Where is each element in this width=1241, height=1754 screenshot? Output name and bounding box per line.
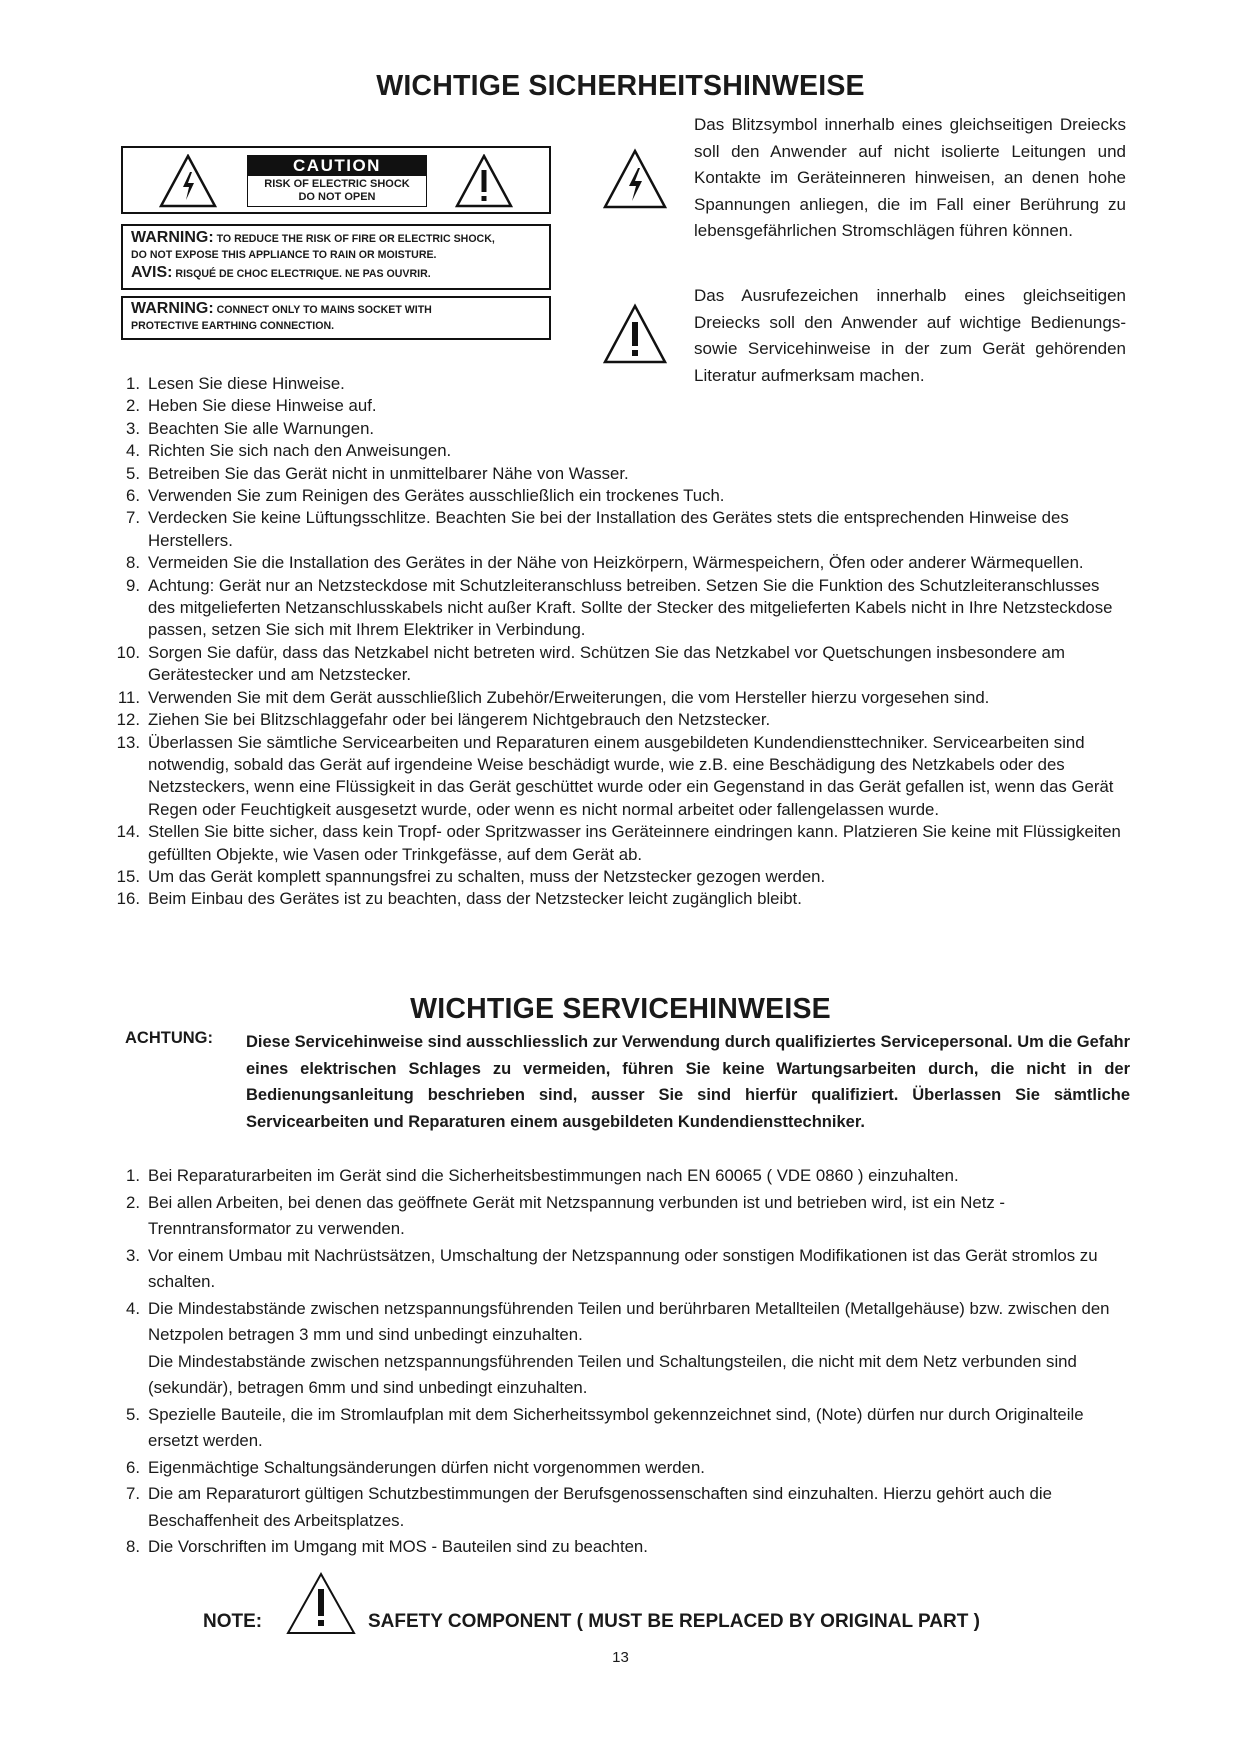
item-number: 16. <box>116 889 140 909</box>
item-number: 6. <box>126 486 140 506</box>
item-text: Beachten Sie alle Warnungen. <box>148 418 375 438</box>
list-item <box>111 1534 1131 1561</box>
warning-text: CONNECT ONLY TO MAINS SOCKET WITH <box>213 304 432 316</box>
item-text: Achtung: Gerät nur an Netzsteckdose mit Schutzleiteranschluss betreiben. Setzen Sie die Funktion des Schutzleiteranschlusses des mitgelieferten Netzanschlusskabels nicht außer Kraft. Sollte der Stecker des mitgelieferten Kabels nicht in Ihre Netzsteckdose passen, setzen Sie sich mit Ihrem Elektriker in Verbindung. <box>148 575 1113 640</box>
list-item <box>111 485 1131 507</box>
item-text: Sorgen Sie dafür, dass das Netzkabel nicht betreten wird. Schützen Sie das Netzkabel vor Quetschungen insbesondere am Gerätestecker und am Netzstecker. <box>148 642 1065 685</box>
service-instructions-list <box>111 1163 1131 1561</box>
caution-header <box>247 155 427 207</box>
list-item <box>111 1190 1131 1243</box>
list-item <box>111 440 1131 462</box>
item-number: 3. <box>126 1245 140 1265</box>
list-item <box>111 709 1131 731</box>
list-item <box>111 888 1131 910</box>
item-number: 5. <box>126 1404 140 1424</box>
list-item <box>111 575 1131 642</box>
list-item <box>111 642 1131 687</box>
item-number: 7. <box>126 508 140 528</box>
page-title-safety: WICHTIGE SICHERHEITSHINWEISE <box>376 70 865 102</box>
warning-text: DO NOT EXPOSE THIS APPLIANCE TO RAIN OR MOISTURE. <box>131 248 437 261</box>
item-text-continued: Die Mindestabstände zwischen netzspannungsführenden Teilen und Schaltungsteilen, die nicht mit dem Netz verbunden sind (sekundär), betragen 6mm und sind unbedingt einzuhalten. <box>148 1351 1077 1397</box>
item-text: Verwenden Sie zum Reinigen des Gerätes ausschließlich ein trockenes Tuch. <box>148 486 725 506</box>
item-text: Überlassen Sie sämtliche Servicearbeiten und Reparaturen einem ausgebildeten Kundendiensttechniker. Servicearbeiten sind notwendig, sobald das Gerät auf irgendeine Weise beschädigt wurde, wie z.B. eine Beschädigung des Netzkabels oder des Netzsteckers, wenn eine Flüssigkeit in das Gerät geschüttet wurde oder ein Gegenstand in das Gerät gefallen ist, wenn das Gerät Regen oder Feuchtigkeit ausgesetzt wurde, oder wenn es nicht normal arbeitet oder fallengelassen wurde. <box>148 732 1114 819</box>
caution-label <box>121 146 551 214</box>
item-text: Betreiben Sie das Gerät nicht in unmittelbarer Nähe von Wasser. <box>148 463 629 483</box>
item-text: Spezielle Bauteile, die im Stromlaufplan mit dem Sicherheitssymbol gekennzeichnet sind, (Note) dürfen nur durch Originalteile ersetzt werden. <box>148 1404 1084 1450</box>
list-item <box>111 821 1131 866</box>
list-item <box>111 395 1131 417</box>
list-item <box>111 1455 1131 1482</box>
exclamation-triangle-icon <box>455 154 513 208</box>
item-number: 6. <box>126 1457 140 1477</box>
item-text: Vermeiden Sie die Installation des Gerätes in der Nähe von Heizkörpern, Wärmespeichern, Öfen oder anderer Wärmequellen. <box>148 553 1084 573</box>
item-number: 5. <box>126 463 140 483</box>
item-text: Bei allen Arbeiten, bei denen das geöffnete Gerät mit Netzspannung verbunden ist und betrieben wird, ist ein Netz - Trenntransformator zu verwenden. <box>148 1192 1005 1238</box>
warning-text: PROTECTIVE EARTHING CONNECTION. <box>131 319 335 332</box>
safety-instructions-list <box>111 373 1131 911</box>
item-text: Verdecken Sie keine Lüftungsschlitze. Beachten Sie bei der Installation des Gerätes stets die entsprechenden Hinweise des Herstellers. <box>148 508 1069 550</box>
avis-text: RISQUÉ DE CHOC ELECTRIQUE. NE PAS OUVRIR. <box>172 268 431 280</box>
item-text: Die Vorschriften im Umgang mit MOS - Bauteilen sind zu beachten. <box>148 1537 648 1556</box>
warning-label-earthing <box>121 296 551 340</box>
list-item <box>111 1243 1131 1296</box>
item-text: Beim Einbau des Gerätes ist zu beachten, dass der Netzstecker leicht zugänglich bleibt. <box>148 889 802 909</box>
note-text: SAFETY COMPONENT ( MUST BE REPLACED BY ORIGINAL PART ) <box>368 1611 980 1632</box>
exclamation-triangle-icon <box>602 303 668 365</box>
item-text: Heben Sie diese Hinweise auf. <box>148 396 377 416</box>
warning-heading: WARNING: <box>131 300 214 317</box>
lightning-triangle-icon <box>159 154 217 208</box>
item-number: 12. <box>116 710 140 730</box>
item-number: 9. <box>126 575 140 595</box>
item-text: Eigenmächtige Schaltungsänderungen dürfen nicht vorgenommen werden. <box>148 1457 705 1477</box>
item-text: Verwenden Sie mit dem Gerät ausschließlich Zubehör/Erweiterungen, die vom Hersteller hierzu vorgesehen sind. <box>148 687 990 707</box>
item-text: Bei Reparaturarbeiten im Gerät sind die Sicherheitsbestimmungen nach EN 60065 ( VDE 0860 ) einzuhalten. <box>148 1166 959 1185</box>
list-item <box>111 1402 1131 1455</box>
page-number: 13 <box>612 1649 629 1666</box>
item-number: 1. <box>126 1166 140 1185</box>
item-text: Um das Gerät komplett spannungsfrei zu schalten, muss der Netzstecker gezogen werden. <box>148 866 826 886</box>
achtung-label: ACHTUNG: <box>125 1029 213 1047</box>
list-item <box>111 552 1131 574</box>
item-number: 10. <box>116 642 140 662</box>
list-item <box>111 1163 1131 1190</box>
item-number: 14. <box>116 822 140 842</box>
item-number: 3. <box>126 418 140 438</box>
list-item <box>111 866 1131 888</box>
list-item <box>111 1296 1131 1402</box>
item-text: Lesen Sie diese Hinweise. <box>148 374 345 393</box>
item-number: 11. <box>117 687 140 707</box>
warning-label-shock <box>121 224 551 290</box>
caution-title: CAUTION <box>247 155 427 176</box>
list-item <box>111 687 1131 709</box>
item-number: 4. <box>126 1298 140 1318</box>
list-item <box>111 1481 1131 1534</box>
lightning-symbol-description: Das Blitzsymbol innerhalb eines gleichseitigen Dreiecks soll den Anwender auf nicht isolierte Leitungen und Kontakte im Geräteinneren hinweisen, an denen hohe Spannungen anliegen, die im Fall einer Berührung zu lebensgefährlichen Stromschlägen führen können. <box>694 115 1126 240</box>
item-number: 8. <box>126 553 140 573</box>
caution-subtitle <box>247 176 427 207</box>
item-text: Die Mindestabstände zwischen netzspannungsführenden Teilen und berührbaren Metallteilen (Metallgehäuse) bzw. zwischen den Netzpolen betragen 3 mm und sind unbedingt einzuhalten. <box>148 1298 1110 1344</box>
item-number: 8. <box>126 1537 140 1556</box>
item-text: Vor einem Umbau mit Nachrüstsätzen, Umschaltung der Netzspannung oder sonstigen Modifikationen ist das Gerät stromlos zu schalten. <box>148 1245 1098 1291</box>
achtung-text: Diese Servicehinweise sind ausschliesslich zur Verwendung durch qualifiziertes Servicepersonal. Um die Gefahr eines elektrischen Schlages zu vermeiden, führen Sie keine Wartungsarbeiten durch, die nicht in der Bedienungsanleitung beschrieben sind, ausser Sie sind hierfür qualifiziert. Überlassen Sie sämtliche Servicearbeiten und Reparaturen einem ausgebildeten Kundendiensttechniker. <box>246 1033 1130 1131</box>
page-title-service: WICHTIGE SERVICEHINWEISE <box>410 993 831 1025</box>
caution-line-2: DO NOT OPEN <box>298 190 376 203</box>
item-number: 13. <box>116 732 140 752</box>
item-text: Die am Reparaturort gültigen Schutzbestimmungen der Berufsgenossenschaften sind einzuhalten. Hierzu gehört auch die Beschaffenheit des Arbeitsplatzes. <box>148 1484 1052 1530</box>
item-number: 2. <box>126 396 140 416</box>
caution-line-1: RISK OF ELECTRIC SHOCK <box>264 178 410 190</box>
warning-text: TO REDUCE THE RISK OF FIRE OR ELECTRIC SHOCK, <box>213 233 495 245</box>
item-number: 7. <box>126 1484 140 1503</box>
list-item <box>111 732 1131 822</box>
list-item <box>111 418 1131 440</box>
list-item <box>111 507 1131 552</box>
exclamation-symbol-description: Das Ausrufezeichen innerhalb eines gleichseitigen Dreiecks soll den Anwender auf wichtige Bedienungs- sowie Servicehinweise in der zum Gerät gehörenden Literatur aufmerksam machen. <box>694 286 1126 385</box>
list-item <box>111 463 1131 485</box>
lightning-triangle-icon <box>602 148 668 210</box>
note-label: NOTE: <box>203 1611 263 1632</box>
list-item <box>111 373 1131 395</box>
item-text: Ziehen Sie bei Blitzschlaggefahr oder bei längerem Nichtgebrauch den Netzstecker. <box>148 710 771 730</box>
item-number: 4. <box>126 441 140 461</box>
item-number: 1. <box>126 374 140 393</box>
warning-heading: WARNING: <box>131 229 214 246</box>
item-number: 15. <box>116 866 140 886</box>
avis-heading: AVIS: <box>131 264 173 281</box>
safety-component-warning-icon <box>285 1571 357 1637</box>
item-text: Richten Sie sich nach den Anweisungen. <box>148 441 452 461</box>
item-number: 2. <box>126 1192 140 1212</box>
item-text: Stellen Sie bitte sicher, dass kein Tropf- oder Spritzwasser ins Geräteinnere eindringen kann. Platzieren Sie keine mit Flüssigkeiten gefüllten Objekte, wie Vasen oder Trinkgefässe, auf dem Gerät ab. <box>148 822 1121 864</box>
